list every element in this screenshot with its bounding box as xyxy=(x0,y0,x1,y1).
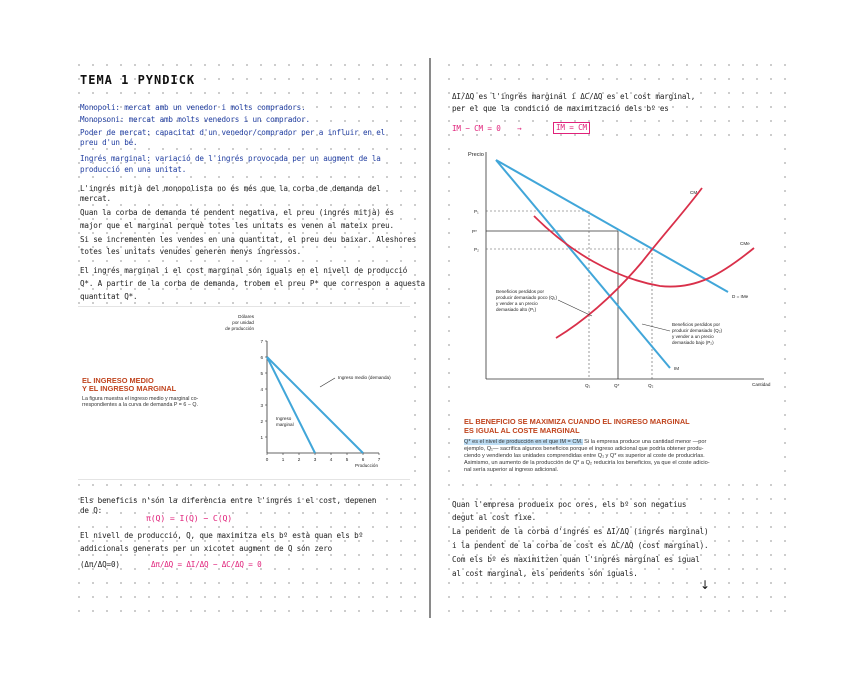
x-tick-label: 2 xyxy=(297,457,301,462)
x-tick-label: 5 xyxy=(345,457,349,462)
page-title: TEMA 1 PYNDICK xyxy=(80,73,196,87)
fig-left-caption-body-2: rrespondientes a la curva de demanda P = 6 − Q. xyxy=(82,402,198,408)
book-text-3: ciendo y vendiendo las unidades comprendidas entre Q₁ y Q* es superior al coste de producirlas. xyxy=(464,453,705,459)
notebook-spine xyxy=(429,58,431,618)
x-tick-label: 1 xyxy=(281,457,285,462)
note-right-2: producir demasiado (Q₂) xyxy=(672,328,723,333)
y-axis-label-3: de producción xyxy=(225,326,254,331)
p1-line2: mercat. xyxy=(80,194,111,203)
condition-arrow: → xyxy=(517,124,522,133)
label-ingreso-marginal-2: marginal xyxy=(276,422,294,427)
x-tick-label: 3 xyxy=(313,457,317,462)
p1-line1: L'ingrés mitjà del monopolista no és més que la corba de demanda del xyxy=(80,184,381,193)
axis-label-cantidad: Cantidad xyxy=(752,382,771,387)
note-right-pointer xyxy=(642,324,670,331)
x-axis-label: Producción xyxy=(355,463,378,468)
right-bottom-3: La pendent de la corba d'ingrés es ΔI/ΔQ (ingrés marginal) xyxy=(452,527,709,536)
down-arrow-icon: ↓ xyxy=(700,578,711,592)
label-im: IM xyxy=(674,366,680,371)
chart-beneficio xyxy=(452,138,784,398)
right-line1: ΔI/ΔQ es l'ingrés marginal i ΔC/ΔQ es el cost marginal, xyxy=(452,92,696,101)
chart-ingreso-medio xyxy=(78,307,410,479)
tick-qstar: Q* xyxy=(614,383,620,388)
y-tick-label: 1 xyxy=(260,435,263,440)
fig-right-heading-1: EL BENEFICIO SE MAXIMIZA CUANDO EL INGRESO MARGINAL xyxy=(464,417,690,426)
fig-left-caption-body-1: La figura muestra el ingreso medio y marginal co- xyxy=(82,396,199,402)
bottom-line3: El nivell de producció, Q, que maximitza els bº està quan els bº xyxy=(80,531,363,540)
figure-ingreso-medio xyxy=(78,306,410,480)
line-ingreso-marginal xyxy=(267,357,315,453)
curve-demanda xyxy=(496,160,728,292)
p2-line2: Q*. A partir de la corba de demanda, trobem el preu P* que correspon a aquesta xyxy=(80,279,425,288)
fig-left-caption-title-2: Y EL INGRESO MARGINAL xyxy=(82,384,177,393)
label-cm: CM xyxy=(690,190,698,195)
def-ingres-marginal-cont: producció en una unitat. xyxy=(80,165,187,174)
y-axis-label-2: por unidad xyxy=(232,320,254,325)
right-bottom-4: i la pendent de la corba de cost es ΔC/ΔQ (cost marginal). xyxy=(452,541,709,550)
y-tick-label: 3 xyxy=(260,403,263,408)
bottom-line2: de Q: xyxy=(80,506,103,515)
x-tick-label: 0 xyxy=(265,457,269,462)
right-bottom-2: degut al cost fixe. xyxy=(452,513,537,522)
fig-left-caption-title-1: EL INGRESO MEDIO xyxy=(82,376,154,385)
bottom-line4: addicionals generats per un xicotet augment de Q són zero xyxy=(80,544,333,553)
figure-beneficio-maximo xyxy=(452,138,784,476)
bottom-line1: Els beneficis n'són la diferència entre l'ingrés i el cost, depenen xyxy=(80,496,377,505)
label-ingreso-marginal-1: Ingreso xyxy=(276,416,292,421)
label-ingreso-medio: Ingreso medio (demanda) xyxy=(338,375,391,380)
left-chart-ticks xyxy=(260,339,380,462)
book-text-2: ejemplo, Q₁— sacrifica algunos beneficios porque el ingreso adicional que podría obtener produ- xyxy=(464,446,704,452)
p1-line3: Quan la corba de demanda té pendent negativa, el preu (ingrés mitjà) és xyxy=(80,208,394,217)
note-left-pointer xyxy=(558,300,592,316)
curve-coste-medio xyxy=(534,216,754,287)
def-poder-mercat-cont: preu d'un bé. xyxy=(80,138,138,147)
bottom-line5: (Δπ/ΔQ=0) xyxy=(80,560,120,569)
right-bottom-5: Com els bº es maximitzen quan l'ingrés marginal es igual xyxy=(452,555,700,564)
right-bottom-1: Quan l'empresa produeix poc ores, els bº son negatius xyxy=(452,500,687,509)
condition-im-eq-cm: IM = CM xyxy=(553,122,590,134)
tick-q2: Q₂ xyxy=(648,383,654,388)
condition-im-cm-zero: IM − CM = 0 xyxy=(452,124,501,133)
tick-p1: P₁ xyxy=(474,209,479,214)
note-right-4: demasiado bajo (P₂) xyxy=(672,340,714,345)
y-tick-label: 7 xyxy=(260,339,263,344)
axis-label-precio: Precio xyxy=(468,152,484,158)
right-line2: per el que la condició de maximització dels bº es xyxy=(452,104,669,113)
def-poder-mercat: Poder de mercat: capacitat d'un venedor/comprador per a influir en el xyxy=(80,128,386,137)
book-text-1: Si la empresa produce una cantidad menor —por xyxy=(582,439,707,445)
y-tick-label: 4 xyxy=(260,387,263,392)
def-monopoli: Monopoli: mercat amb un venedor i molts compradors. xyxy=(80,103,306,112)
curve-coste-marginal xyxy=(556,188,702,338)
note-left-1: Beneficios perdidos por xyxy=(496,289,545,294)
book-highlight: Q* es el nivel de producción en el que IM = CM. xyxy=(464,439,583,445)
p2-line3: quantitat Q*. xyxy=(80,292,138,301)
tick-q1: Q₁ xyxy=(585,383,591,388)
book-text-4: Asimismo, un aumento de la producción de Q* a Q₂ reduciría los beneficios, ya que el coste adicio- xyxy=(464,460,710,466)
curve-ingreso-marginal xyxy=(496,160,670,368)
x-tick-label: 7 xyxy=(377,457,381,462)
note-left-2: producir demasiado poco (Q₁) xyxy=(496,295,558,300)
p2-line1: El ingrés marginal i el cost marginal són iguals en el nivell de producció xyxy=(80,266,408,275)
book-text-5: nal sería superior al ingreso adicional. xyxy=(464,467,559,473)
label-demanda: D = IMe xyxy=(732,294,749,299)
y-axis-label-1: Dólares xyxy=(238,314,254,319)
y-tick-label: 5 xyxy=(260,371,263,376)
p1-line6: totes les unitats venudes generen menys ingressos. xyxy=(80,247,302,256)
formula-beneficis: π(Q) = I(Q) − C(Q) xyxy=(146,513,233,523)
fig-right-heading-2: ES IGUAL AL COSTE MARGINAL xyxy=(464,426,580,435)
note-right-1: Beneficios perdidos por xyxy=(672,322,721,327)
line-ingreso-medio xyxy=(267,357,363,453)
p1-line5: Si se incrementen les vendes en una quantitat, el preu deu baixar. Aleshores xyxy=(80,235,417,244)
tick-p2: P₂ xyxy=(474,247,479,252)
y-tick-label: 2 xyxy=(260,419,263,424)
note-left-3: y vender a un precio xyxy=(496,301,538,306)
right-bottom-6: al cost marginal, els pendents són iguals. xyxy=(452,569,638,578)
note-right-3: y vender a un precio xyxy=(672,334,714,339)
x-tick-label: 4 xyxy=(329,457,333,462)
note-left-4: demasiado alto (P₁) xyxy=(496,307,537,312)
y-tick-label: 6 xyxy=(260,355,263,360)
def-ingres-marginal: Ingrés marginal: variació de l'ingrés provocada per un augment de la xyxy=(80,154,381,163)
label-cme: CMe xyxy=(740,241,750,246)
left-chart-lines xyxy=(267,357,363,453)
def-monopsoni: Monopsoni: mercat amb molts venedors i un comprador. xyxy=(80,115,310,124)
formula-derivada: Δπ/ΔQ = ΔI/ΔQ − ΔC/ΔQ = 0 xyxy=(151,560,262,569)
left-chart-axes xyxy=(267,341,379,453)
tick-pstar: P* xyxy=(472,229,477,234)
p1-line4: major que el marginal perquè totes les unitats es venen al mateix preu. xyxy=(80,221,394,230)
x-tick-label: 6 xyxy=(361,457,365,462)
label-ingreso-medio-pointer xyxy=(320,378,335,387)
